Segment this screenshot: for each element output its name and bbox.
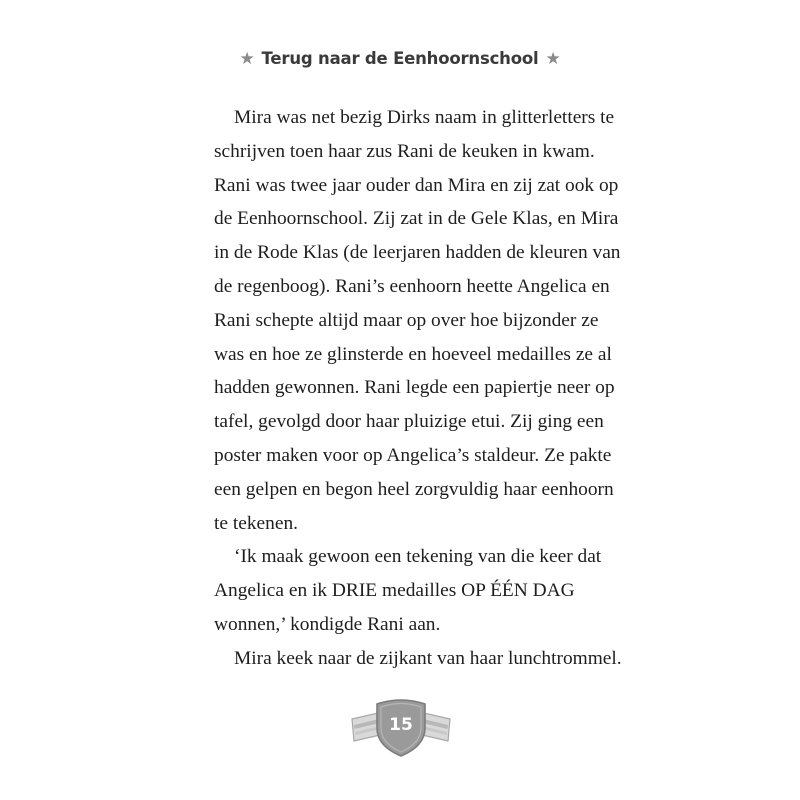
text-line: ‘Ik maak gewoon een tekening van die keer dat — [234, 546, 602, 568]
text-line: Mira keek naar de zijkant van haar lunchtrommel. — [234, 647, 622, 669]
running-header-title: Terug naar de Eenhoornschool — [261, 49, 539, 68]
text-line: de regenboog). Rani’s eenhoorn heette Angelica en — [214, 275, 610, 297]
text-line: Mira was net bezig Dirks naam in glitterletters te — [234, 107, 615, 128]
text-line: Rani schepte altijd maar op over hoe bijzonder ze — [214, 309, 599, 331]
star-icon: ★ — [545, 49, 561, 69]
text-line: te tekenen. — [214, 512, 298, 534]
text-line: schrijven toen haar zus Rani de keuken in kwam. — [214, 140, 595, 162]
text-line: hadden gewonnen. Rani legde een papiertje neer op — [214, 377, 615, 399]
running-header — [0, 44, 800, 74]
text-line: was en hoe ze glinsterde en hoeveel medailles ze al — [214, 343, 612, 365]
text-line: in de Rode Klas (de leerjaren hadden de kleuren van — [214, 242, 621, 264]
text-line: tafel, gevolgd door haar pluizige etui. Zij ging een — [214, 411, 604, 433]
page-number-badge — [348, 690, 454, 762]
text-line: een gelpen en begon heel zorgvuldig haar eenhoorn — [214, 478, 614, 500]
body-text — [214, 101, 622, 676]
text-line: poster maken voor op Angelica’s staldeur. Ze pakte — [214, 444, 612, 466]
text-line: Angelica en ik DRIE medailles OP ÉÉN DAG — [214, 580, 575, 602]
text-line: wonnen,’ kondigde Rani aan. — [214, 613, 441, 635]
text-line: de Eenhoornschool. Zij zat in de Gele Klas, en Mira — [214, 208, 619, 230]
page-number: 15 — [389, 715, 413, 735]
text-line: Rani was twee jaar ouder dan Mira en zij zat ook op — [214, 174, 619, 196]
star-icon: ★ — [239, 49, 255, 69]
